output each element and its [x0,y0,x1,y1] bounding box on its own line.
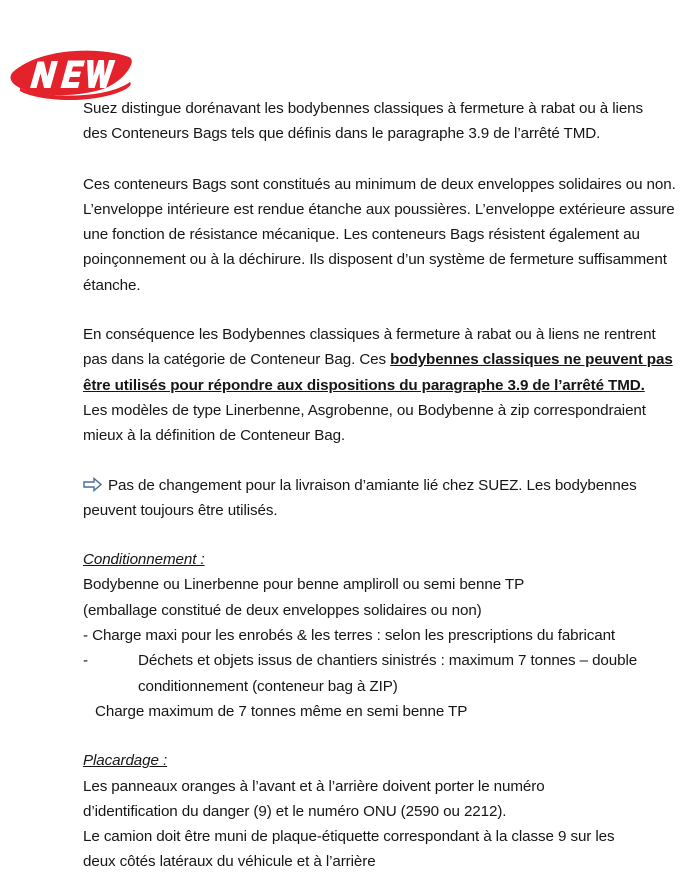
spacer [83,523,683,547]
paragraph-3 [83,322,683,398]
section-conditionnement [83,547,683,724]
conditionnement-bullet [83,648,683,673]
paragraph-1-line-1: Suez distingue dorénavant les bodybennes classiques à fermeture à rabat ou à liens [83,100,644,117]
paragraph-4 [83,473,683,524]
spacer [83,147,683,172]
paragraph-3-normal: En conséquence les Bodybennes classiques à fermeture à rabat ou à liens ne rentrent pas dans la catégorie de Conteneur Bag. Ces [83,326,656,369]
bullet-continuation: conditionnement (conteneur bag à ZIP) [138,677,398,695]
conditionnement-line-4: Charge maximum de 7 tonnes même en semi benne TP [95,702,468,720]
bullet-dash-mark: - [83,652,88,670]
document-body [83,96,683,875]
right-arrow-icon [83,477,102,492]
conditionnement-line-2: (emballage constitué de deux enveloppes solidaires ou non) [83,601,482,619]
paragraph-2: Ces conteneurs Bags sont constitués au minimum de deux enveloppes solidaires ou non. L’enveloppe intérieure est rendue étanche aux poussières. L’enveloppe extérieure assure une fonction de résistance mécanique. Les conteneurs Bags résistent également au poinçonnement ou à la déchirure. Ils disposent d’un système de fermeture suffisamment étanche. [83,175,676,294]
spacer [83,298,683,322]
bullet-text: Déchets et objets issus de chantiers sinistrés : maximum 7 tonnes – double [138,652,638,670]
spacer [83,724,683,748]
placardage-heading: Placardage : [83,752,168,770]
placardage-line-4: deux côtés latéraux du véhicule et à l’arrière [83,853,376,871]
placardage-line-3: Le camion doit être muni de plaque-étiquette correspondant à la classe 9 sur les [83,828,615,846]
conditionnement-line-3: - Charge maxi pour les enrobés & les terres : selon les prescriptions du fabricant [83,627,616,645]
new-badge [8,44,136,102]
spacer [83,449,683,473]
paragraph-1-line-2: des Conteneurs Bags tels que définis dans le paragraphe 3.9 de l’arrêté TMD. [83,125,601,143]
placardage-line-2: d’identification du danger (9) et le numéro ONU (2590 ou 2212). [83,802,507,820]
paragraph-3-after: Les modèles de type Linerbenne, Asgrobenne, ou Bodybenne à zip correspondraient mieux à la définition de Conteneur Bag. [83,401,646,445]
conditionnement-heading: Conditionnement : [83,551,205,569]
paragraph-4-text: Pas de changement pour la livraison d’amiante lié chez SUEZ. Les bodybennes peuvent toujours être utilisés. [83,476,637,519]
paragraph-3-emphasis: bodybennes classiques ne peuvent pas être utilisés pour répondre aux dispositions du paragraphe 3.9 de l’arrêté TMD. [83,351,673,394]
paragraph-1 [83,96,683,147]
section-placardage [83,748,683,874]
new-brush-banner-icon [8,44,136,102]
placardage-line-1: Les panneaux oranges à l’avant et à l’arrière doivent porter le numéro [83,777,545,795]
conditionnement-line-1: Bodybenne ou Linerbenne pour benne ampliroll ou semi benne TP [83,576,525,594]
